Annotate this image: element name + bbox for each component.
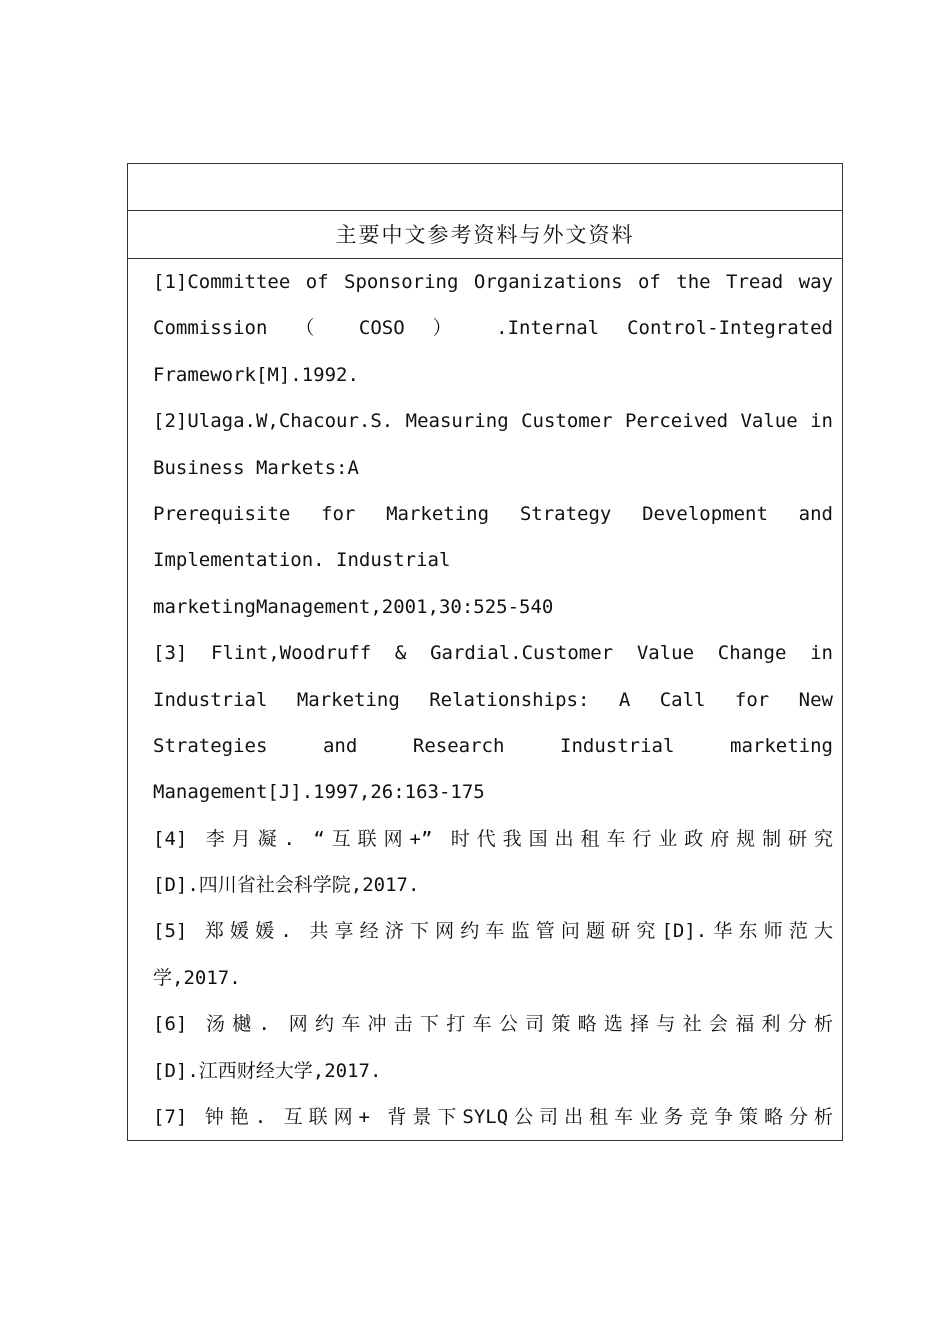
reference-table	[127, 163, 843, 1141]
reference-line: [3] Flint,Woodruff & Gardial.Customer Value Change in	[153, 642, 833, 665]
reference-line: 学,2017.	[153, 966, 241, 989]
reference-line: Industrial Marketing Relationships: A Call for New	[153, 688, 833, 711]
reference-line: Strategies and Research Industrial marketing	[153, 734, 833, 757]
reference-line: [6] 汤樾. 网约车冲击下打车公司策略选择与社会福利分析	[153, 1013, 833, 1036]
table-title: 主要中文参考资料与外文资料	[128, 211, 842, 259]
reference-line: [4] 李月凝. “互联网+” 时代我国出租车行业政府规制研究	[153, 827, 833, 850]
reference-list	[128, 259, 842, 1140]
reference-line: [7] 钟艳. 互联网+ 背景下SYLQ公司出租车业务竞争策略分析	[153, 1106, 833, 1129]
reference-line: Prerequisite for Marketing Strategy Development and	[153, 502, 833, 525]
reference-line: [1]Committee of Sponsoring Organizations of the Tread way	[153, 271, 833, 293]
reference-line: Management[J].1997,26:163-175	[153, 781, 485, 804]
reference-line: Business Markets:A	[153, 456, 359, 479]
reference-line: Commission （ COSO ） .Internal Control-Integrated	[153, 317, 833, 340]
reference-line: [D].四川省社会科学院,2017.	[153, 874, 420, 897]
reference-line: [D].江西财经大学,2017.	[153, 1059, 382, 1082]
reference-line: Framework[M].1992.	[153, 363, 359, 386]
reference-line: [5] 郑媛媛. 共享经济下网约车监管问题研究[D].华东师范大	[153, 920, 833, 943]
reference-line: marketingManagement,2001,30:525-540	[153, 595, 554, 618]
reference-line: Implementation. Industrial	[153, 549, 451, 572]
reference-line: [2]Ulaga.W,Chacour.S. Measuring Customer Perceived Value in	[153, 410, 833, 433]
table-header-empty-row	[128, 164, 842, 211]
